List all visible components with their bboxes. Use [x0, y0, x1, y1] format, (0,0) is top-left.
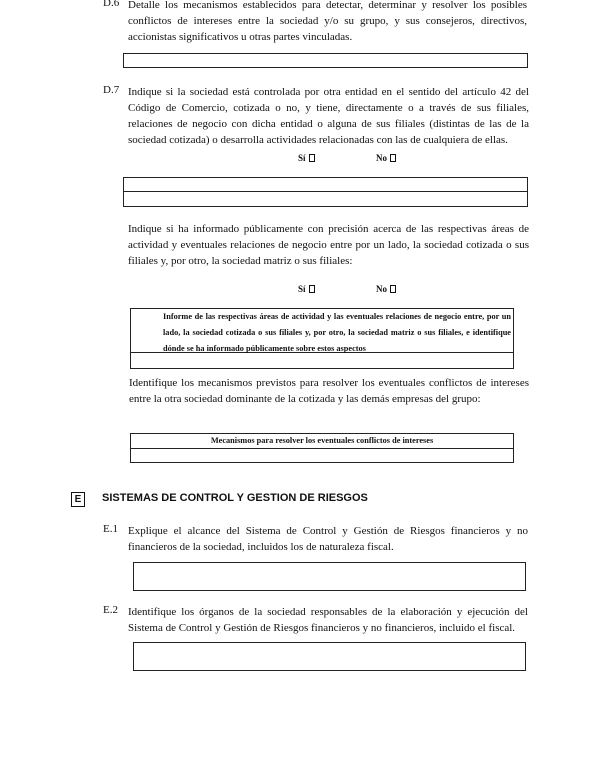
- d7-number: D.7: [103, 84, 120, 96]
- e2-question: Identifique los órganos de la sociedad responsables de la elaboración y ejecución del Sistema de Control y Gestión de Riesgos financieros y no financieros, incluido el fiscal.: [128, 606, 528, 634]
- no-label-2: No: [376, 284, 387, 294]
- si-label: Sí: [298, 153, 306, 163]
- d7-q2-si-option[interactable]: [298, 284, 315, 294]
- si-label-2: Sí: [298, 284, 306, 294]
- e1-answer-box[interactable]: [133, 562, 526, 591]
- d7-answer-table[interactable]: [123, 177, 528, 207]
- d7-question-3: Identifique los mecanismos previstos para resolver los eventuales conflictos de intereses entre la otra sociedad dominante de la cotizada y las demás empresas del grupo:: [129, 377, 529, 405]
- no-checkbox-icon-2[interactable]: [390, 285, 396, 293]
- e1-number: E.1: [103, 523, 118, 535]
- d7-si-option[interactable]: [298, 153, 315, 163]
- d7-mechanisms-table-divider: [130, 448, 514, 449]
- e1-question: Explique el alcance del Sistema de Control y Gestión de Riesgos financieros y no financieros de la sociedad, incluidos los de naturaleza fiscal.: [128, 525, 528, 553]
- d7-no-option[interactable]: [376, 153, 396, 163]
- d7-answer-table-divider: [123, 191, 528, 192]
- d6-answer-box[interactable]: [123, 53, 528, 68]
- d7-question-2: Indique si ha informado públicamente con precisión acerca de las respectivas áreas de actividad y eventuales relaciones de negocio entre por un lado, la sociedad cotizada o sus filiales y, por otro, la sociedad matriz o sus filiales:: [128, 223, 529, 267]
- d6-question: Detalle los mecanismos establecidos para detectar, determinar y resolver los posibles conflictos de intereses entre la sociedad y/o su grupo, y sus consejeros, directivos, accionistas significativos u otras partes vinculadas.: [128, 0, 527, 43]
- e2-number: E.2: [103, 604, 118, 616]
- no-label: No: [376, 153, 387, 163]
- si-checkbox-icon[interactable]: [309, 154, 315, 162]
- d7-mechanisms-table-header: Mecanismos para resolver los eventuales conflictos de intereses: [210, 436, 434, 445]
- section-e-letter: E: [71, 492, 85, 507]
- no-checkbox-icon[interactable]: [390, 154, 396, 162]
- section-e-title: SISTEMAS DE CONTROL Y GESTION DE RIESGOS: [102, 492, 368, 504]
- d7-q2-no-option[interactable]: [376, 284, 396, 294]
- d7-question: Indique si la sociedad está controlada por otra entidad en el sentido del artículo 42 del Código de Comercio, cotizada o no, y tiene, directamente o a través de sus filiales, relaciones de negocio con dicha entidad o alguna de sus filiales (distintas de las de la sociedad cotizada) o desarrolla actividades relacionadas con las de cualquiera de ellas.: [128, 86, 529, 146]
- e2-answer-box[interactable]: [133, 642, 526, 671]
- d6-number: D.6: [103, 0, 120, 9]
- d7-report-table-header: Informe de las respectivas áreas de actividad y las eventuales relaciones de negocio entre, por un lado, la sociedad cotizada o sus filiales y, por otro, la sociedad matriz o sus filiales, e identifique dónde se ha informado públicamente sobre estos aspectos: [163, 312, 511, 353]
- si-checkbox-icon-2[interactable]: [309, 285, 315, 293]
